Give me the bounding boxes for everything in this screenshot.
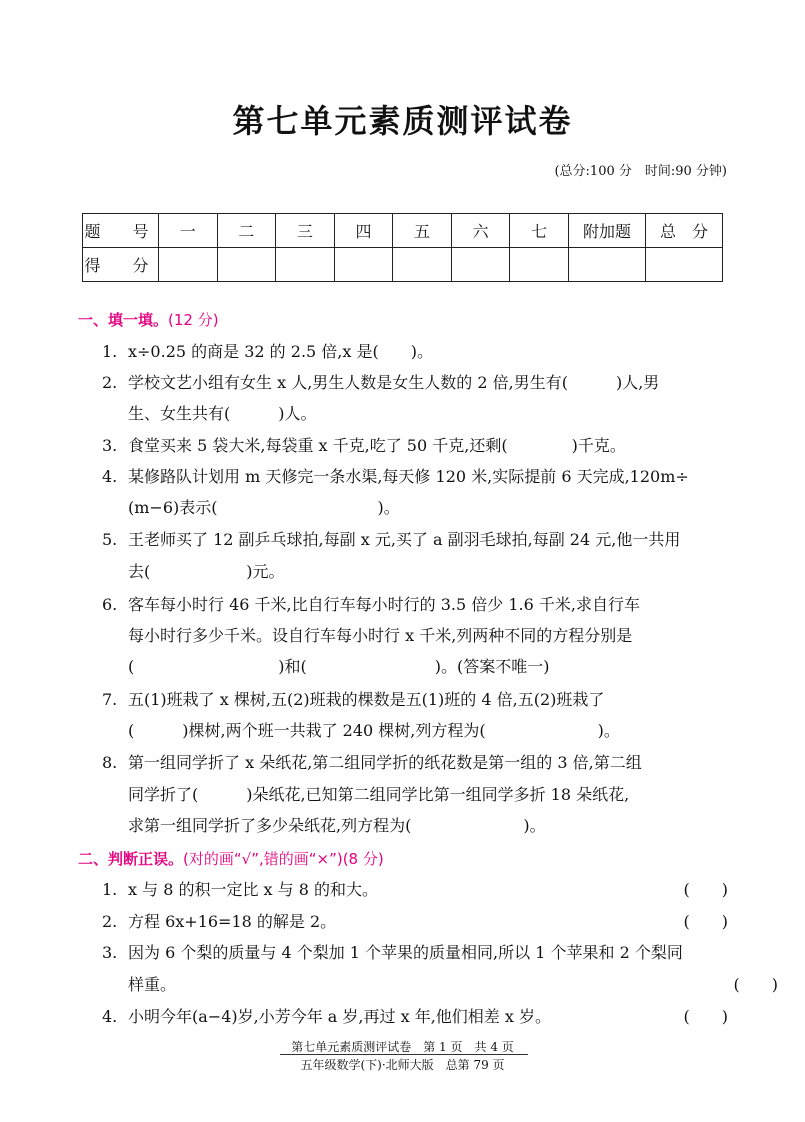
page-title: 第七单元素质测评试卷 [232, 102, 573, 140]
section-2-heading [78, 848, 384, 869]
question-number: 2. [102, 912, 118, 931]
question-text: x÷0.25 的商是 32 的 2.5 倍,x 是( )。 [128, 342, 433, 361]
judge-line [78, 975, 778, 995]
score-cell[interactable] [159, 248, 218, 282]
question-line [78, 436, 728, 456]
question-number: 1. [102, 880, 118, 899]
question-line [78, 595, 728, 615]
question-line [78, 626, 778, 646]
score-cell[interactable] [276, 248, 335, 282]
score-header-cell: 总 分 [646, 214, 723, 248]
question-line [78, 498, 778, 518]
question-text: 因为 6 个梨的质量与 4 个梨加 1 个苹果的质量相同,所以 1 个苹果和 2 个梨同 [128, 943, 683, 962]
question-text: 王老师买了 12 副乒乓球拍,每副 x 元,买了 a 副羽毛球拍,每副 24 元,他一共用 [128, 530, 681, 549]
question-text: 五(1)班栽了 x 棵树,五(2)班栽的棵数是五(1)班的 4 倍,五(2)班栽了 [128, 690, 605, 709]
question-number: 4. [102, 1007, 118, 1026]
footer-divider [280, 1054, 528, 1055]
score-cell[interactable] [217, 248, 276, 282]
score-header-cell: 题 号 [83, 214, 159, 248]
question-line [78, 785, 778, 805]
section-1-points: (12 分) [168, 311, 219, 329]
answer-bracket[interactable]: ( ) [683, 912, 728, 931]
question-text: 求第一组同学折了多少朵纸花,列方程为( )。 [128, 816, 546, 835]
judge-line [78, 880, 728, 900]
question-line [78, 690, 728, 710]
question-text: (m−6)表示( )。 [128, 498, 400, 517]
question-line [78, 404, 778, 424]
footer-line-1: 第七单元素质测评试卷 第 1 页 共 4 页 [291, 1040, 514, 1054]
question-text: 样重。 [128, 975, 177, 994]
question-text: x 与 8 的积一定比 x 与 8 的和大。 [128, 880, 379, 899]
question-line [78, 467, 728, 487]
footer-line-2: 五年级数学(下)·北师大版 总第 79 页 [300, 1058, 505, 1072]
question-number: 5. [102, 530, 118, 549]
question-number: 4. [102, 467, 118, 486]
question-number: 6. [102, 595, 118, 614]
score-header-cell: 七 [510, 214, 569, 248]
answer-bracket[interactable]: ( ) [733, 975, 778, 994]
score-row-label: 得 分 [83, 248, 159, 282]
question-text: 每小时行多少千米。设自行车每小时行 x 千米,列两种不同的方程分别是 [128, 626, 633, 645]
question-number: 7. [102, 690, 118, 709]
score-header-cell: 五 [393, 214, 452, 248]
question-text: 某修路队计划用 m 天修完一条水渠,每天修 120 米,实际提前 6 天完成,120m÷ [128, 467, 689, 486]
question-line [78, 753, 728, 773]
question-text: 生、女生共有( )人。 [128, 404, 317, 423]
question-number: 3. [102, 436, 118, 455]
question-line [78, 657, 778, 677]
question-line [78, 373, 728, 393]
score-table [82, 213, 723, 282]
score-cell[interactable] [646, 248, 723, 282]
exam-meta: (总分:100 分 时间:90 分钟) [554, 164, 727, 179]
question-number: 3. [102, 943, 118, 962]
question-text: 第一组同学折了 x 朵纸花,第二组同学折的纸花数是第一组的 3 倍,第二组 [128, 753, 642, 772]
score-header-cell: 一 [159, 214, 218, 248]
question-text: 去( )元。 [128, 562, 285, 581]
question-text: 食堂买来 5 袋大米,每袋重 x 千克,吃了 50 千克,还剩( )千克。 [128, 436, 626, 455]
question-text: 同学折了( )朵纸花,已知第二组同学比第一组同学多折 18 朵纸花, [128, 785, 630, 804]
judge-line [78, 943, 728, 963]
question-number: 8. [102, 753, 118, 772]
section-1-heading [78, 309, 219, 330]
score-header-cell: 四 [334, 214, 393, 248]
score-cell[interactable] [569, 248, 646, 282]
question-number: 2. [102, 373, 118, 392]
section-2-note: (对的画“√”,错的画“×”)(8 分) [183, 850, 384, 868]
score-header-cell: 附加题 [569, 214, 646, 248]
score-header-cell: 三 [276, 214, 335, 248]
question-line [78, 562, 778, 582]
question-text: 方程 6x+16=18 的解是 2。 [128, 912, 337, 931]
answer-bracket[interactable]: ( ) [683, 1007, 728, 1026]
score-header-cell: 二 [217, 214, 276, 248]
question-line [78, 816, 778, 836]
question-text: 学校文艺小组有女生 x 人,男生人数是女生人数的 2 倍,男生有( )人,男 [128, 373, 660, 392]
question-number: 1. [102, 342, 118, 361]
score-table-header-row [83, 214, 723, 248]
section-1-title: 一、填一填。 [78, 311, 169, 329]
question-text: 客车每小时行 46 千米,比自行车每小时行的 3.5 倍少 1.6 千米,求自行车 [128, 595, 640, 614]
judge-line [78, 912, 728, 932]
section-2-title: 二、判断正误。 [78, 850, 184, 868]
answer-bracket[interactable]: ( ) [683, 880, 728, 899]
question-line [78, 721, 778, 741]
question-text: ( )和( )。(答案不唯一) [128, 657, 550, 676]
score-table-score-row [83, 248, 723, 282]
score-header-cell: 六 [451, 214, 510, 248]
question-text: 小明今年(a−4)岁,小芳今年 a 岁,再过 x 年,他们相差 x 岁。 [128, 1007, 551, 1026]
score-cell[interactable] [393, 248, 452, 282]
question-line [78, 530, 728, 550]
score-cell[interactable] [451, 248, 510, 282]
question-line [78, 342, 728, 362]
question-text: ( )棵树,两个班一共栽了 240 棵树,列方程为( )。 [128, 721, 620, 740]
score-cell[interactable] [334, 248, 393, 282]
judge-line [78, 1007, 728, 1027]
score-cell[interactable] [510, 248, 569, 282]
